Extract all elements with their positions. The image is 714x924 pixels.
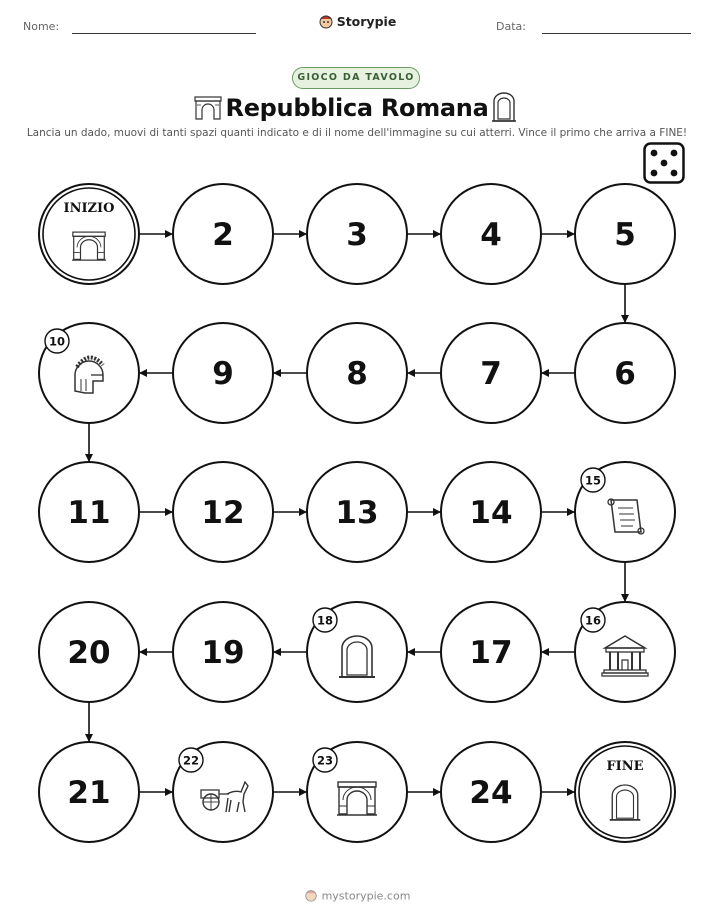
instructions-text: Lancia un dado, muovi di tanti spazi quanti indicato e di il nome dell'immagine su cui atterri. Vince il primo che arriva a FINE!	[26, 127, 688, 139]
space-number: 8	[346, 356, 368, 392]
space-number: 9	[212, 356, 234, 392]
game-type-badge: GIOCO DA TAVOLO	[292, 67, 420, 89]
board-space-24	[441, 742, 541, 842]
board-space-6	[575, 323, 675, 423]
board-space-12	[173, 462, 273, 562]
board-space-17	[441, 602, 541, 702]
brand-name: Storypie	[336, 14, 397, 29]
board-space-23	[307, 742, 407, 842]
space-number: 15	[584, 473, 602, 488]
board-space-4	[441, 184, 541, 284]
board-space-3	[307, 184, 407, 284]
space-number: 24	[469, 775, 513, 811]
footer-url: mystorypie.com	[321, 889, 411, 903]
space-label: INIZIO	[63, 201, 115, 216]
space-number: 4	[480, 217, 502, 253]
board-space-22	[173, 742, 273, 842]
space-number: 12	[201, 495, 245, 531]
name-label: Nome:	[23, 20, 60, 33]
space-number: 22	[182, 753, 200, 768]
board-space-11	[39, 462, 139, 562]
space-number: 13	[335, 495, 379, 531]
board-space-13	[307, 462, 407, 562]
board-space-1	[39, 184, 139, 284]
board-space-19	[173, 602, 273, 702]
board-space-21	[39, 742, 139, 842]
board-space-15	[575, 462, 675, 562]
board-space-8	[307, 323, 407, 423]
footer	[0, 888, 714, 905]
date-label: Data:	[496, 20, 526, 33]
space-number: 17	[469, 635, 513, 671]
board-space-7	[441, 323, 541, 423]
space-circle	[39, 184, 139, 284]
space-number: 14	[469, 495, 513, 531]
board-space-20	[39, 602, 139, 702]
space-number: 21	[67, 775, 111, 811]
storypie-mascot-icon	[304, 888, 318, 905]
space-number: 20	[67, 635, 111, 671]
space-number: 3	[346, 217, 368, 253]
board-space-14	[441, 462, 541, 562]
board-space-25	[575, 742, 675, 842]
space-number: 7	[480, 356, 502, 392]
space-number: 23	[316, 753, 334, 768]
board-space-10	[39, 323, 139, 423]
space-number: 5	[614, 217, 636, 253]
board-space-18	[307, 602, 407, 702]
board-space-2	[173, 184, 273, 284]
space-number: 11	[67, 495, 111, 531]
board-space-16	[575, 602, 675, 702]
board-space-5	[575, 184, 675, 284]
space-label: FINE	[606, 759, 644, 774]
space-number: 6	[614, 356, 636, 392]
space-number: 16	[584, 613, 602, 628]
page-title: Repubblica Romana	[225, 94, 489, 122]
space-number: 18	[316, 613, 334, 628]
space-number: 10	[48, 334, 66, 349]
board-space-9	[173, 323, 273, 423]
space-circle	[575, 742, 675, 842]
space-number: 2	[212, 217, 234, 253]
space-number: 19	[201, 635, 245, 671]
